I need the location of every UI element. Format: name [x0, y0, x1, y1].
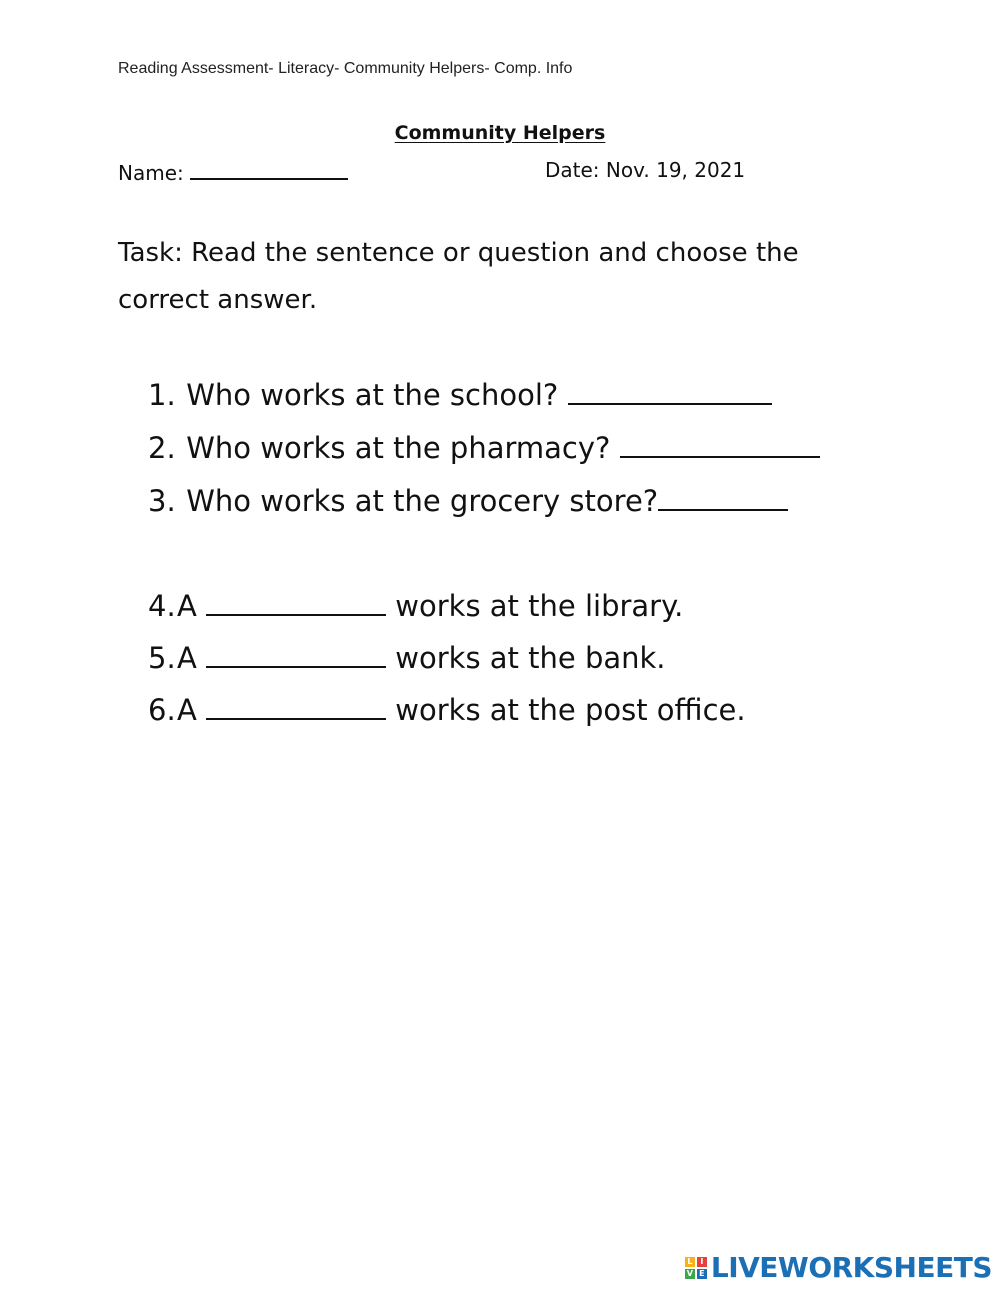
question-number: 4.	[148, 589, 176, 623]
name-label: Name:	[118, 161, 184, 185]
name-field	[118, 158, 348, 185]
answer-blank-2[interactable]	[620, 426, 820, 458]
answer-blank-6[interactable]	[206, 688, 386, 720]
logo-mark-icon	[685, 1257, 707, 1279]
logo-tile: E	[697, 1269, 707, 1279]
question-number: 2.	[148, 431, 176, 465]
page-title: Community Helpers	[394, 122, 606, 144]
fill-in-5	[148, 636, 666, 675]
fill-in-prefix: A	[177, 641, 197, 675]
answer-blank-5[interactable]	[206, 636, 386, 668]
fill-in-6	[148, 688, 746, 727]
liveworksheets-logo	[685, 1251, 992, 1284]
logo-tile: L	[685, 1257, 695, 1267]
fill-in-prefix: A	[177, 589, 197, 623]
name-blank[interactable]	[190, 158, 348, 180]
question-text: Who works at the pharmacy?	[186, 431, 611, 465]
fill-in-suffix: works at the post office.	[395, 693, 746, 727]
task-instructions: Task: Read the sentence or question and choose the correct answer.	[118, 238, 799, 315]
logo-tile: I	[697, 1257, 707, 1267]
logo-text: LIVEWORKSHEETS	[710, 1251, 992, 1284]
question-number: 3.	[148, 484, 176, 518]
answer-blank-3[interactable]	[658, 479, 788, 511]
answer-blank-4[interactable]	[206, 584, 386, 616]
logo-tile: V	[686, 1268, 693, 1278]
fill-in-prefix: A	[177, 693, 197, 727]
question-text: Who works at the grocery store?	[186, 484, 659, 518]
question-2	[148, 426, 820, 465]
date-label: Date: Nov. 19, 2021	[545, 158, 746, 182]
question-text: Who works at the school?	[186, 378, 559, 412]
answer-blank-1[interactable]	[568, 373, 772, 405]
question-number: 1.	[148, 378, 176, 412]
question-1	[148, 373, 772, 412]
fill-in-4	[148, 584, 683, 623]
fill-in-suffix: works at the bank.	[395, 641, 666, 675]
document-header: Reading Assessment- Literacy- Community Helpers- Comp. Info	[118, 60, 573, 77]
fill-in-suffix: works at the library.	[395, 589, 684, 623]
question-3	[148, 479, 788, 518]
question-number: 6.	[148, 693, 176, 727]
question-number: 5.	[148, 641, 176, 675]
